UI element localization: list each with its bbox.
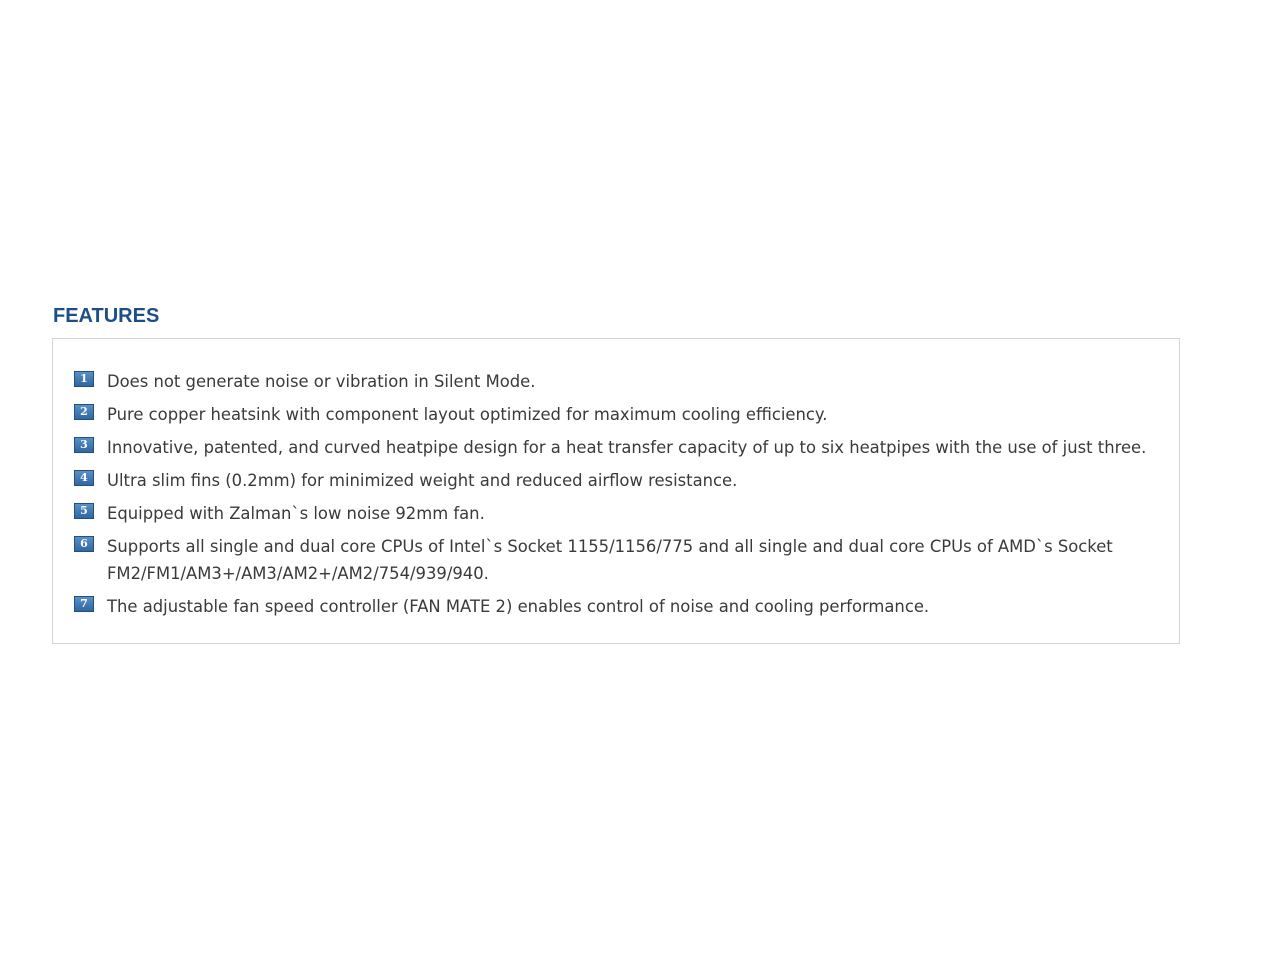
feature-text-6: Supports all single and dual core CPUs of Intel`s Socket 1155/1156/775 and all single and dual core CPUs of AMD`s Socket FM2/FM1/AM3+/AM3/AM2+/AM2/754/939/940. (107, 537, 1113, 583)
feature-item-5 (74, 500, 1164, 527)
feature-item-6 (74, 533, 1164, 587)
feature-text-5: Equipped with Zalman`s low noise 92mm fan. (107, 504, 485, 523)
feature-item-4 (74, 467, 1164, 494)
feature-text-3: Innovative, patented, and curved heatpipe design for a heat transfer capacity of up to six heatpipes with the use of just three. (107, 438, 1147, 457)
feature-text-7: The adjustable fan speed controller (FAN MATE 2) enables control of noise and cooling performance. (107, 597, 930, 616)
features-list (74, 368, 1164, 620)
feature-item-2 (74, 401, 1164, 428)
feature-text-1: Does not generate noise or vibration in Silent Mode. (107, 372, 536, 391)
number-2-icon: 2 (74, 404, 94, 420)
features-box (52, 338, 1180, 644)
feature-item-1 (74, 368, 1164, 395)
feature-text-4: Ultra slim fins (0.2mm) for minimized weight and reduced airflow resistance. (107, 471, 738, 490)
number-5-icon: 5 (74, 503, 94, 519)
feature-text-2: Pure copper heatsink with component layout optimized for maximum cooling efficiency. (107, 405, 828, 424)
number-4-icon: 4 (74, 470, 94, 486)
feature-item-7 (74, 593, 1164, 620)
feature-item-3 (74, 434, 1164, 461)
number-3-icon: 3 (74, 437, 94, 453)
number-7-icon: 7 (74, 596, 94, 612)
features-heading: FEATURES (53, 305, 160, 327)
number-1-icon: 1 (74, 371, 94, 387)
number-6-icon: 6 (74, 536, 94, 552)
